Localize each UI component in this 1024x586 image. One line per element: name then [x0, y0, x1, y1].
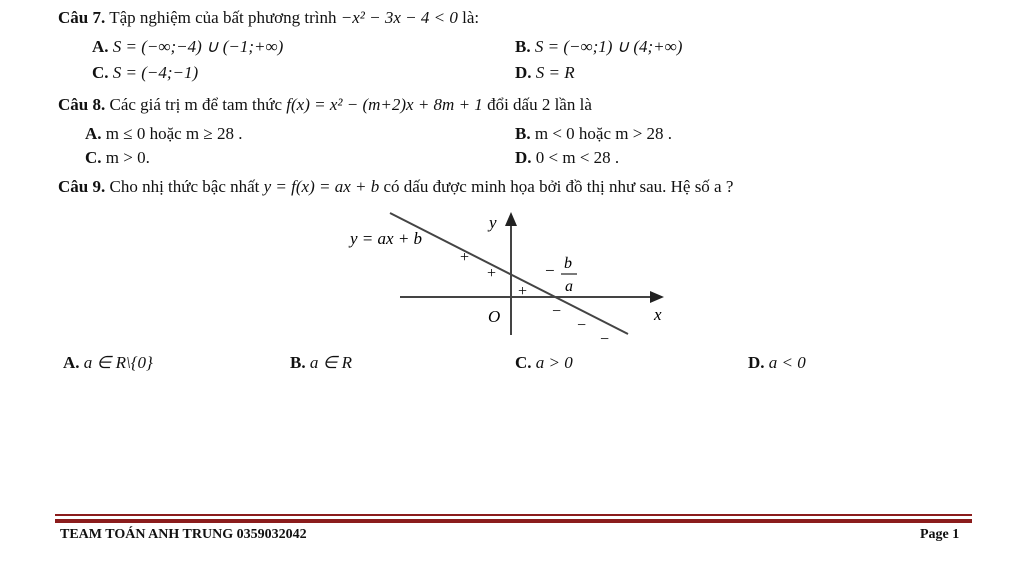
q9-label: Câu 9.: [58, 177, 106, 196]
option-label: A.: [63, 353, 80, 372]
q8-text: Các giá trị m để tam thức: [109, 95, 283, 114]
minus-sign: −: [552, 303, 562, 320]
option-text: m > 0.: [105, 148, 150, 167]
option-text: S = (−∞;−4) ∪ (−1;+∞): [112, 37, 284, 56]
plus-sign: +: [487, 265, 497, 282]
graph-line: [390, 213, 628, 334]
q7-expression: −x² − 3x − 4 < 0: [340, 8, 458, 27]
root-label-numerator: b: [564, 255, 572, 272]
q9-option-a: [63, 353, 153, 373]
q7-text: Tập nghiệm của bất phương trình: [109, 8, 337, 27]
y-axis-label: y: [489, 213, 497, 232]
q9-text: Cho nhị thức bậc nhất: [109, 177, 260, 196]
minus-sign: −: [600, 331, 610, 348]
option-label: B.: [290, 353, 306, 372]
y-axis-arrow: [505, 212, 517, 226]
option-label: D.: [515, 63, 532, 82]
x-axis-arrow: [650, 291, 664, 303]
q9-tail: có dấu được minh họa bởi đồ thị như sau. Hệ số a ?: [383, 177, 734, 196]
q8-label: Câu 8.: [58, 95, 106, 114]
q9-option-c: [515, 353, 573, 373]
option-label: C.: [92, 63, 109, 82]
q9-expression: y = f(x) = ax + b: [263, 177, 380, 196]
option-text: m ≤ 0 hoặc m ≥ 28 .: [105, 124, 243, 143]
option-label: A.: [92, 37, 109, 56]
option-text: S = (−4;−1): [112, 63, 199, 82]
q7-tail: là:: [462, 8, 480, 27]
root-label-denominator: a: [565, 278, 573, 295]
option-text: a ∈ R: [309, 353, 353, 372]
q8-tail: đổi dấu 2 lần là: [487, 95, 592, 114]
footer-team: TEAM TOÁN ANH TRUNG 0359032042: [60, 527, 307, 542]
option-text: a < 0: [768, 353, 806, 372]
option-label: B.: [515, 37, 531, 56]
page-number: Page 1: [920, 527, 960, 542]
plus-sign: +: [460, 249, 470, 266]
option-text: S = R: [535, 63, 575, 82]
option-label: A.: [85, 124, 102, 143]
origin-label: O: [488, 307, 501, 326]
q7-label: Câu 7.: [58, 8, 106, 27]
line-label: y = ax + b: [350, 229, 423, 248]
option-label: D.: [748, 353, 765, 372]
x-axis-label: x: [654, 305, 662, 324]
option-text: a > 0: [535, 353, 573, 372]
option-label: C.: [515, 353, 532, 372]
q9-option-b: [290, 353, 352, 373]
plus-sign: +: [518, 283, 528, 300]
minus-sign: −: [577, 317, 587, 334]
footer-rule-thin: [55, 514, 972, 516]
root-label-sign: −: [545, 261, 555, 280]
q9-option-d: [748, 353, 806, 373]
option-label: C.: [85, 148, 102, 167]
option-text: a ∈ R\{0}: [83, 353, 153, 372]
option-label: B.: [515, 124, 531, 143]
option-text: S = (−∞;1) ∪ (4;+∞): [534, 37, 683, 56]
option-text: 0 < m < 28 .: [535, 148, 620, 167]
option-text: m < 0 hoặc m > 28 .: [534, 124, 673, 143]
q8-expression: f(x) = x² − (m+2)x + 8m + 1: [286, 95, 483, 114]
option-label: D.: [515, 148, 532, 167]
footer-rule-thick: [55, 519, 972, 523]
